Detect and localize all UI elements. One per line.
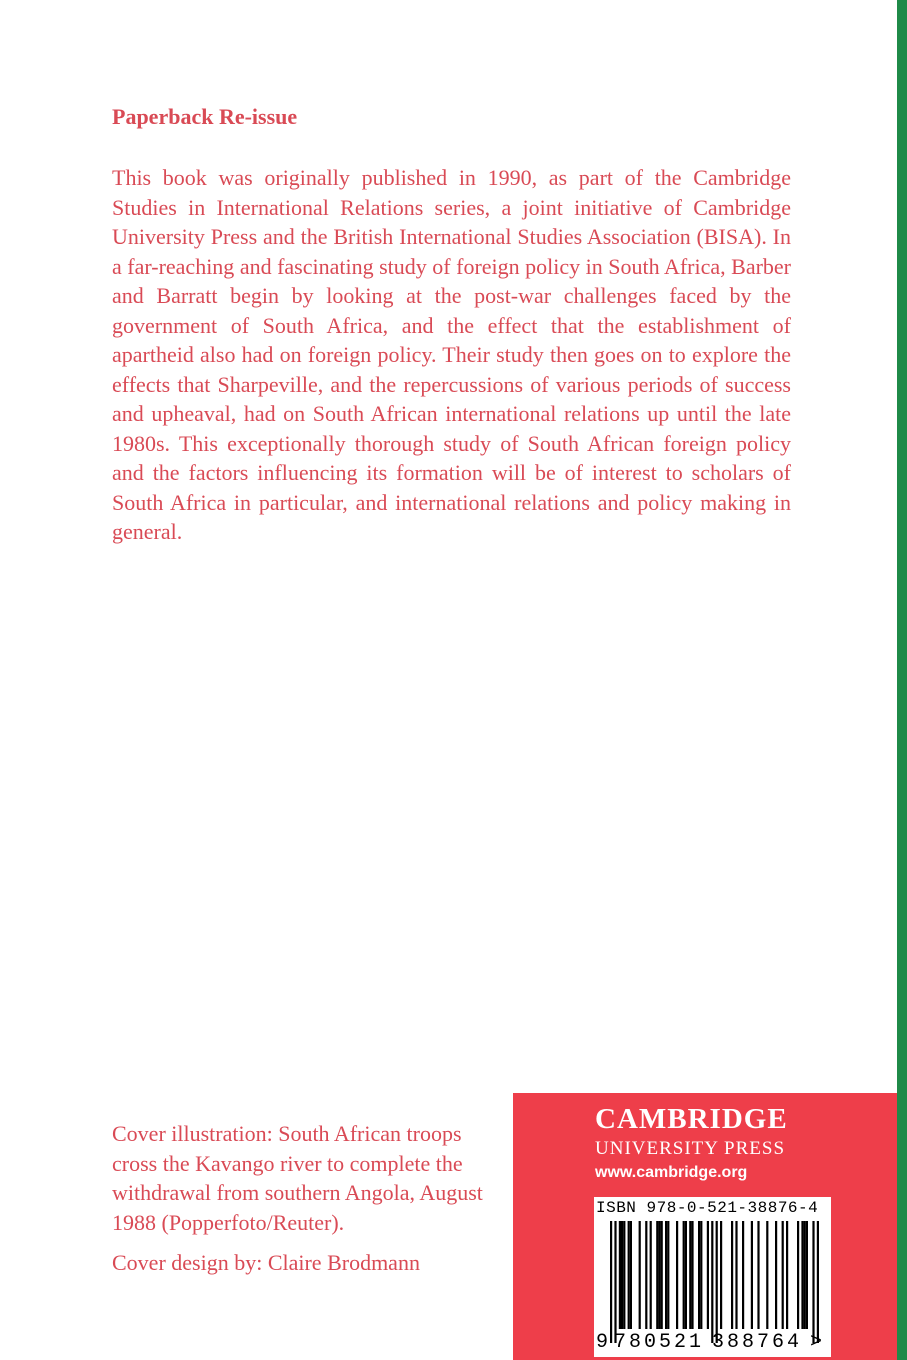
publisher-subtitle: UNIVERSITY PRESS (595, 1138, 786, 1159)
publisher-name: CAMBRIDGE (595, 1103, 788, 1135)
reissue-heading: Paperback Re-issue (112, 104, 298, 129)
barcode-bar (621, 1221, 623, 1329)
barcode-bar (804, 1221, 806, 1329)
barcode-bar (661, 1221, 663, 1329)
barcode-bar (766, 1221, 768, 1329)
barcode-area (594, 1197, 831, 1357)
barcode-bar (698, 1221, 700, 1329)
barcode-bar (691, 1221, 693, 1329)
barcode-bar (658, 1221, 660, 1329)
barcode-bar (782, 1221, 784, 1329)
barcode-bar (619, 1221, 621, 1329)
barcode-bar (689, 1221, 691, 1329)
barcode-bar (716, 1221, 718, 1343)
barcode-end-mark: > (810, 1331, 823, 1354)
barcode-bar (720, 1221, 722, 1329)
barcode-bar (707, 1221, 709, 1329)
barcode-lead-digit: 9 (596, 1331, 609, 1354)
barcode-bar (757, 1221, 759, 1329)
barcode-bar (775, 1221, 777, 1329)
barcode-bar (711, 1221, 713, 1343)
barcode-bar (676, 1221, 678, 1329)
barcode-bar (806, 1221, 808, 1329)
barcode-bar (742, 1221, 744, 1329)
barcode-bar (667, 1221, 669, 1329)
barcode-bar (623, 1221, 625, 1329)
barcode-bar (700, 1221, 702, 1329)
barcode-group-2: 388764 (712, 1331, 803, 1354)
barcode-bar (665, 1221, 667, 1329)
barcode-bar (817, 1221, 819, 1343)
barcode-bar (786, 1221, 788, 1329)
barcode-bar (614, 1221, 616, 1343)
barcode-bar (751, 1221, 753, 1329)
publisher-box (513, 1093, 897, 1360)
barcode-bar (628, 1221, 630, 1329)
barcode-bar (610, 1221, 612, 1343)
isbn-label: ISBN 978-0-521-38876-4 (596, 1199, 819, 1217)
book-description: This book was originally published in 1990, as part of the Cambridge Studies in International Relations series, a joint initiative of Cambridge University Press and the British International Studies Association (BISA). In a far-reaching and fascinating study of foreign policy in South Africa, Barber and Barratt begin by looking at the post-war challenges faced by the government of South Africa, and the effect that the establishment of apartheid also had on foreign policy. Their study then goes on to explore the effects that Sharpeville, and the repercussions of various periods of success and upheaval, had on South African international relations up until the late 1980s. This exceptionally thorough study of South African foreign policy and the factors influencing its formation will be of interest to scholars of South Africa in particular, and international relations and policy making in general. (112, 165, 791, 544)
barcode-bar (630, 1221, 632, 1329)
barcode-bar (656, 1221, 658, 1329)
barcode-bar (812, 1221, 814, 1343)
cover-design-credit: Cover design by: Claire Brodmann (112, 1250, 420, 1275)
spine-stripe (897, 0, 907, 1360)
barcode-bar (685, 1221, 687, 1329)
barcode-group-1: 780521 (614, 1331, 705, 1354)
barcode-bar (639, 1221, 641, 1329)
barcode-bar (645, 1221, 647, 1329)
barcode-bar (683, 1221, 685, 1329)
barcode-bar (650, 1221, 652, 1329)
cover-credits (112, 1119, 502, 1278)
barcode-bar (731, 1221, 733, 1329)
barcode-bar (797, 1221, 799, 1329)
cover-illustration-credit: Cover illustration: South African troops cross the Kavango river to complete the withdrawal from southern Angola, August 1988 (Popperfoto/Reuter). (112, 1121, 483, 1235)
barcode-bar (801, 1221, 803, 1329)
barcode-digits (594, 1331, 831, 1355)
barcode-bar (735, 1221, 737, 1329)
publisher-url: www.cambridge.org (595, 1164, 748, 1181)
